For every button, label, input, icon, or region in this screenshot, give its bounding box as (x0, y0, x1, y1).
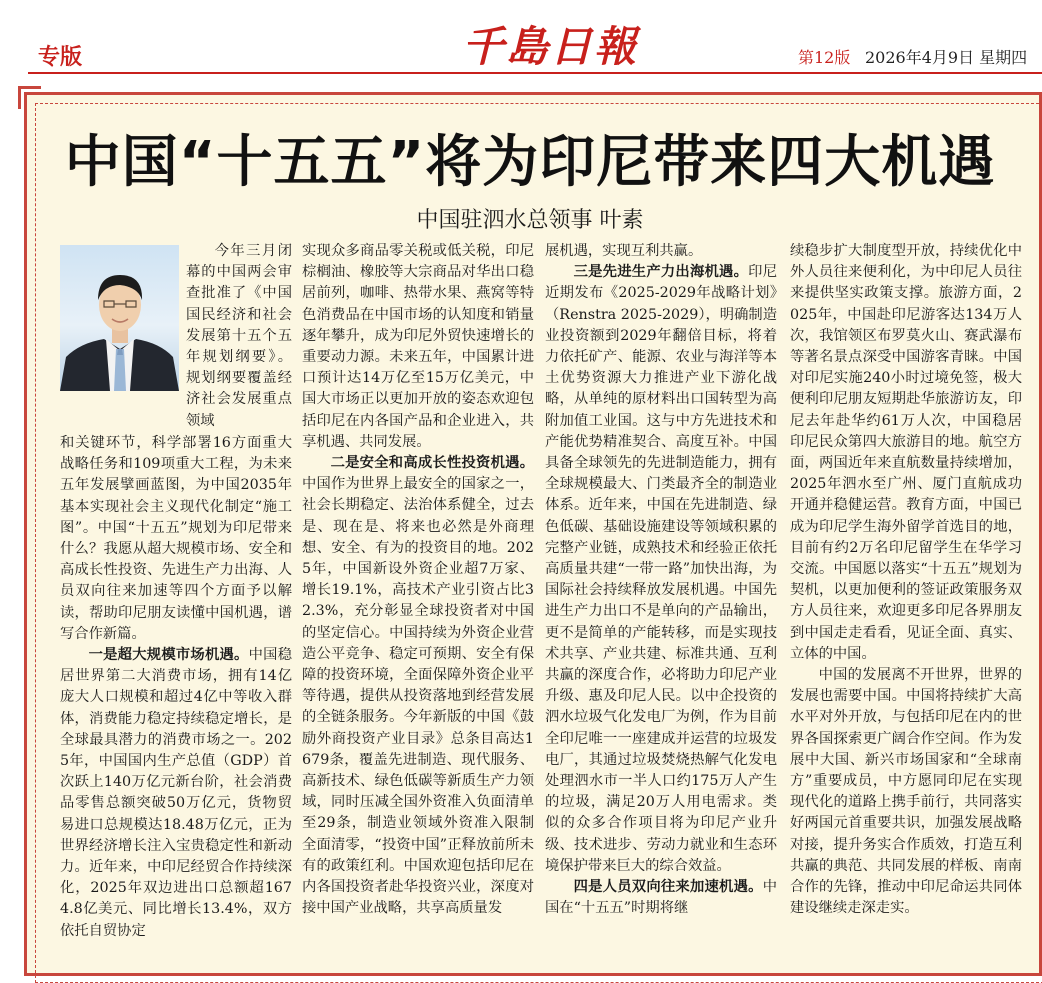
edition-number: 第12版 (798, 48, 851, 67)
masthead-rule (28, 72, 1042, 74)
subheading-investment: 二是安全和高成长性投资机遇。 (330, 455, 534, 472)
issue-date: 2026年4月9日 星期四 (865, 48, 1028, 67)
subheading-market: 一是超大规模市场机遇。 (88, 647, 249, 664)
subheading-people: 四是人员双向往来加速机遇。 (573, 879, 763, 896)
paragraph-people-cont: 续稳步扩大制度型开放，持续优化中外人员往来便利化，为中印尼人员往来提供坚实政策支撑。旅游方面，2025年，中国赴印尼游客达134万人次，我馆领区布罗莫火山、赛武瀑布等著名景点深受中国游客青睐。中国对印尼实施240小时过境免签，极大便利印尼朋友短期赴华旅游访友，印尼去年赴华约61万人次，中国稳居印尼民众第四大旅游目的地。航空方面，两国近年来直航数量持续增加，2025年泗水至广州、厦门直航成功开通并稳健运营。教育方面，中国已成为印尼学生海外留学首选目的地，目前有约2万名印尼留学生在华学习交流。中国愿以落实“十五五”规划为契机，以更加便利的签证政策服务双方人员往来，欢迎更多印尼各界朋友到中国走走看看，见证全面、真实、立体的中国。 (790, 243, 1022, 662)
article-column-1-top (186, 241, 292, 432)
article-headline: 中国“十五五”将为印尼带来四大机遇 (64, 130, 996, 195)
masthead (0, 0, 1042, 80)
author-photo (60, 245, 179, 391)
paragraph-market-cont: 实现众多商品零关税或低关税，印尼棕榈油、橡胶等大宗商品对华出口稳居前列，咖啡、热带水果、燕窝等特色消费品在中国市场的认知度和销量逐年攀升，成为印尼外贸快速增长的重要动力源。未来五年，中国累计进口预计达14万亿至15万亿美元，中国大市场正以更加开放的姿态欢迎包括印尼在内各国产品和企业进入，共享机遇、共同发展。 (302, 243, 534, 450)
article-column-4 (790, 241, 1022, 920)
paragraph-investment (302, 453, 534, 919)
paragraph-productivity (545, 262, 777, 877)
section-tag: 专版 (38, 45, 83, 70)
article-column-3 (545, 241, 777, 920)
paragraph-market-text: 中国稳居世界第二大消费市场，拥有14亿庞大人口规模和超过4亿中等收入群体，消费能力稳定持续稳定增长，是全球最具潜力的消费市场之一。2025年，中国国内生产总值（GDP）首次跃上140万亿元新台阶，社会消费品零售总额突破50万亿元，货物贸易进口总规模达18.48万亿元，正为世界经济增长注入宝贵稳定性和新动力。近年来，中印尼经贸合作持续深化，2025年双边进出口总额超1674.8亿美元、同比增长13.4%，双方依托自贸协定 (60, 647, 292, 939)
paragraph-people (545, 877, 777, 919)
article-byline: 中国驻泗水总领事 叶素 (416, 208, 644, 233)
paragraph-intro-cont: 和关键环节，科学部署16方面重大战略任务和109项重大工程，为未来五年发展擘画蓝图，为中国2035年基本实现社会主义现代化制定“施工图”。中国“十五五”规划为印尼带来什么？我愿从超大规模市场、安全和高成长性投资、先进生产力出海、人员双向往来加速等四个方面予以解读，帮助印尼朋友读懂中国机遇，谱写合作新篇。 (60, 435, 292, 642)
paragraph-investment-cont: 展机遇，实现互利共赢。 (545, 243, 703, 259)
paragraph-investment-text: 中国作为世界上最安全的国家之一，社会长期稳定、法治体系健全，过去是、现在是、将来也必然是外商理想、安全、有为的投资目的地。2025年，中国新设外资企业超7万家、增长19.1%，高技术产业引资占比32.3%，充分彰显全球投资者对中国的坚定信心。中国持续为外资企业营造公平竞争、稳定可预期、安全有保障的投资环境，全面保障外资企业平等待遇，提供从投资落地到经营发展的全链条服务。今年新版的中国《鼓励外商投资产业目录》总条目高达1679条，覆盖先进制造、现代服务、高新技术、绿色低碳等新质生产力领域，同时压减全国外资准入负面清单至29条，制造业领域外资准入限制全面清零，“投资中国”正释放前所未有的政策红利。中国欢迎包括印尼在内各国投资者赴华投资兴业，深度对接中国产业战略，共享高质量发 (302, 476, 534, 917)
paragraph-closing: 中国的发展离不开世界，世界的发展也需要中国。中国将持续扩大高水平对外开放，与包括印尼在内的世界各国探索更广阔合作空间。作为发展中大国、新兴市场国家和“全球南方”重要成员，中方愿同印尼在实现现代化的道路上携手前行，共同落实好两国元首重要共识，加强发展战略对接，提升务实合作质效，打造互利共赢的典范、共同发展的样板、南南合作的先锋，推动中印尼命运共同体建设继续走深走实。 (790, 667, 1022, 917)
paragraph-productivity-text: 印尼近期发布《2025-2029年战略计划》（Renstra 2025-2029），明确制造业投资额到2029年翻倍目标，将着力依托矿产、能源、农业与海洋等本土优势资源大力推进产业下游化战略，从单纯的原材料出口国转型为高附加值工业国。这与中方先进技术和产能优势精准契合、高度互补。中国具备全球领先的先进制造能力，拥有全球规模最大、门类最齐全的制造业体系。近年来，中国在先进制造、绿色低碳、基础设施建设等领域积累的完整产业链，成熟技术和经验正依托高质量共建“一带一路”加快出海，为国际社会持续释放发展机遇。中国先进生产力出口不是单向的产品输出，更不是简单的产能转移，而是实现技术共享、产业共建、标准共通、互利共赢的深度合作，必将助力印尼产业升级、惠及印尼人民。以中企投资的泗水垃圾气化发电厂为例，作为目前全印尼唯一一座建成并运营的垃圾发电厂，其通过垃圾焚烧热解气化发电处理泗水市一半人口约175万人产生的垃圾，满足20万人用电需求。类似的众多合作项目将为印尼产业升级、技术进步、劳动力就业和生态环境保护带来巨大的综合效益。 (545, 264, 777, 874)
article-column-1 (60, 433, 292, 942)
subheading-productivity: 三是先进生产力出海机遇。 (573, 264, 749, 281)
article-column-2 (302, 241, 534, 920)
paragraph-people-text: 中国在“十五五”时期将继 (545, 879, 777, 917)
paragraph-intro-start: 今年三月闭幕的中国两会审查批准了《中国国民经济和社会发展第十五个五年规划纲要》。规划纲要覆盖经济社会发展重点领域 (186, 243, 292, 429)
portrait-image (60, 245, 179, 391)
paragraph-market (60, 645, 292, 942)
newspaper-logo: 千島日報 (462, 22, 639, 71)
